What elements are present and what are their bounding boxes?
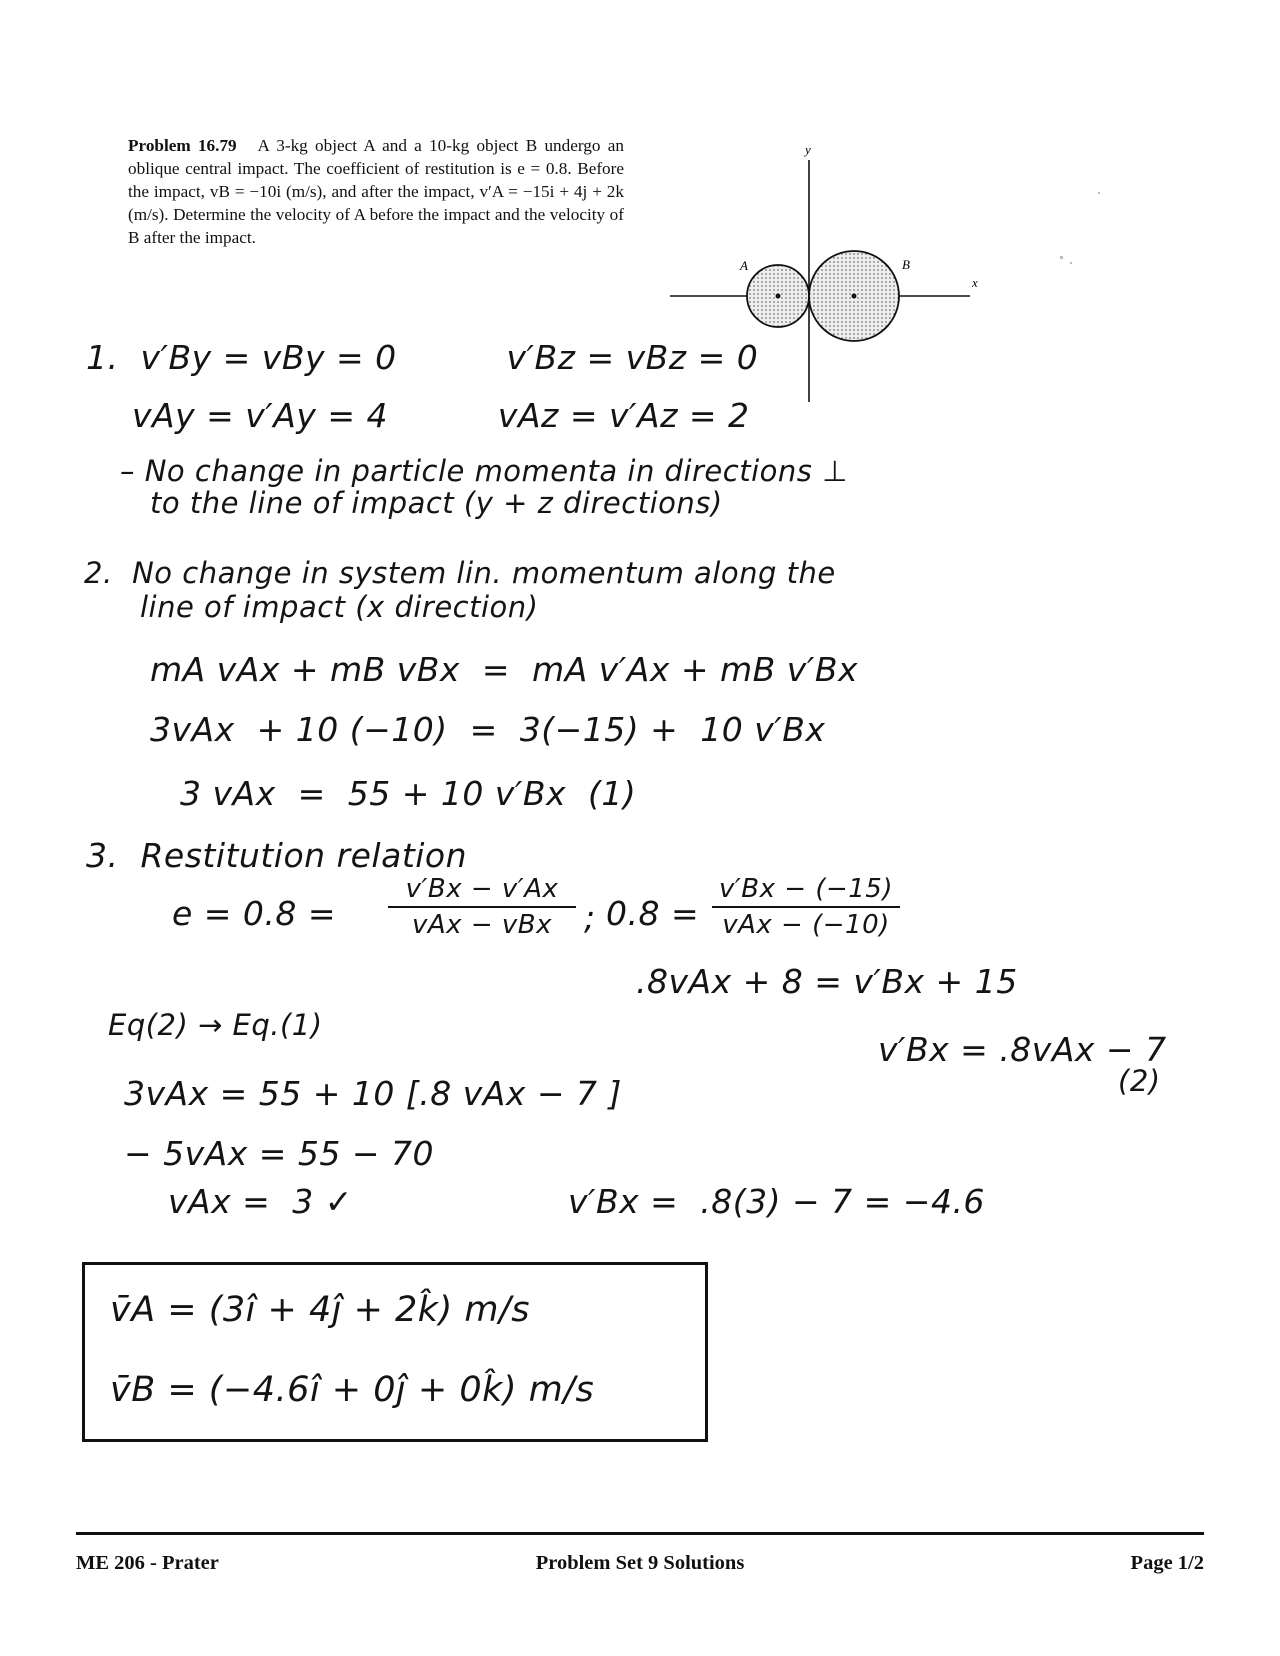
step3-eq5-tag: (2) [1118,1064,1161,1098]
y-axis-label: y [805,142,811,157]
substitution-eq2: − 5vAx = 55 − 70 [124,1134,435,1173]
fraction2-denominator: vAx − (−10) [722,910,890,940]
object-b-label: B [902,257,910,272]
restitution-fraction-1 [382,874,582,940]
step1-line1: 1. v′By = vBy = 0 v′Bz = vBz = 0 [86,338,759,377]
step2-eq2: 3vAx + 10 (−10) = 3(−15) + 10 v′Bx [150,710,826,749]
step1-note2: to the line of impact (y + z directions) [150,486,723,520]
substitution-eq1: 3vAx = 55 + 10 [.8 vAx − 7 ] [124,1074,622,1113]
step2-eq3: 3 vAx = 55 + 10 v′Bx (1) [180,774,637,813]
fraction1-denominator: vAx − vBx [412,910,552,940]
step3-eq4: .8vAx + 8 = v′Bx + 15 [636,962,1018,1001]
substitution-eq3: vAx = 3 ✓ [168,1182,353,1221]
step3-eq-mid: 0.8 = [606,894,700,933]
footer-title: Problem Set 9 Solutions [535,1552,745,1574]
fraction1-numerator: v′Bx − v′Ax [405,874,559,904]
object-a-label: A [740,258,748,273]
substitution-eq4: v′Bx = .8(3) − 7 = −4.6 [568,1182,985,1221]
step3-eq-left: e = 0.8 = [172,894,337,933]
restitution-fraction-2 [706,874,906,940]
step1-note1: – No change in particle momenta in directions ⊥ [120,454,848,488]
scan-speck [1098,192,1100,194]
x-axis-label: x [972,275,978,290]
impact-diagram [660,140,1000,420]
problem-label: Problem 16.79 [128,136,237,155]
fraction2-numerator: v′Bx − (−15) [719,874,893,904]
footer-rule [76,1532,1204,1535]
problem-statement [128,134,624,249]
step2-line2: line of impact (x direction) [140,590,539,624]
step2-eq1: mA vAx + mB vBx = mA v′Ax + mB v′Bx [150,650,858,689]
footer-course: ME 206 - Prater [76,1552,219,1574]
step2-line1: 2. No change in system lin. momentum along the [84,556,836,590]
scan-speck [1070,262,1072,264]
footer-page-number: Page 1/2 [1130,1552,1204,1574]
problem-text: A 3-kg object A and a 10-kg object B undergo an oblique central impact. The coefficient of restitution is e = 0.8. Before the impact, vB = −10i (m/s), and after the impact, v′A = −15i + 4j + 2k (m/s). Determine the velocity of A before the impact and the velocity of B after the impact. [128,136,624,247]
step3-line1: 3. Restitution relation [86,836,468,875]
substitution-label: Eq(2) → Eq.(1) [108,1008,323,1042]
final-answer-box [82,1262,708,1442]
step1-line2: vAy = v′Ay = 4 vAz = v′Az = 2 [132,396,750,435]
scan-speck [1060,256,1063,259]
step3-separator: ; [584,898,596,937]
answer-velocity-a: v̄A = (3î + 4ĵ + 2k̂) m/s [110,1290,530,1330]
answer-velocity-b: v̄B = (−4.6î + 0ĵ + 0k̂) m/s [110,1370,595,1410]
step3-eq5: v′Bx = .8vAx − 7 [878,1030,1167,1069]
